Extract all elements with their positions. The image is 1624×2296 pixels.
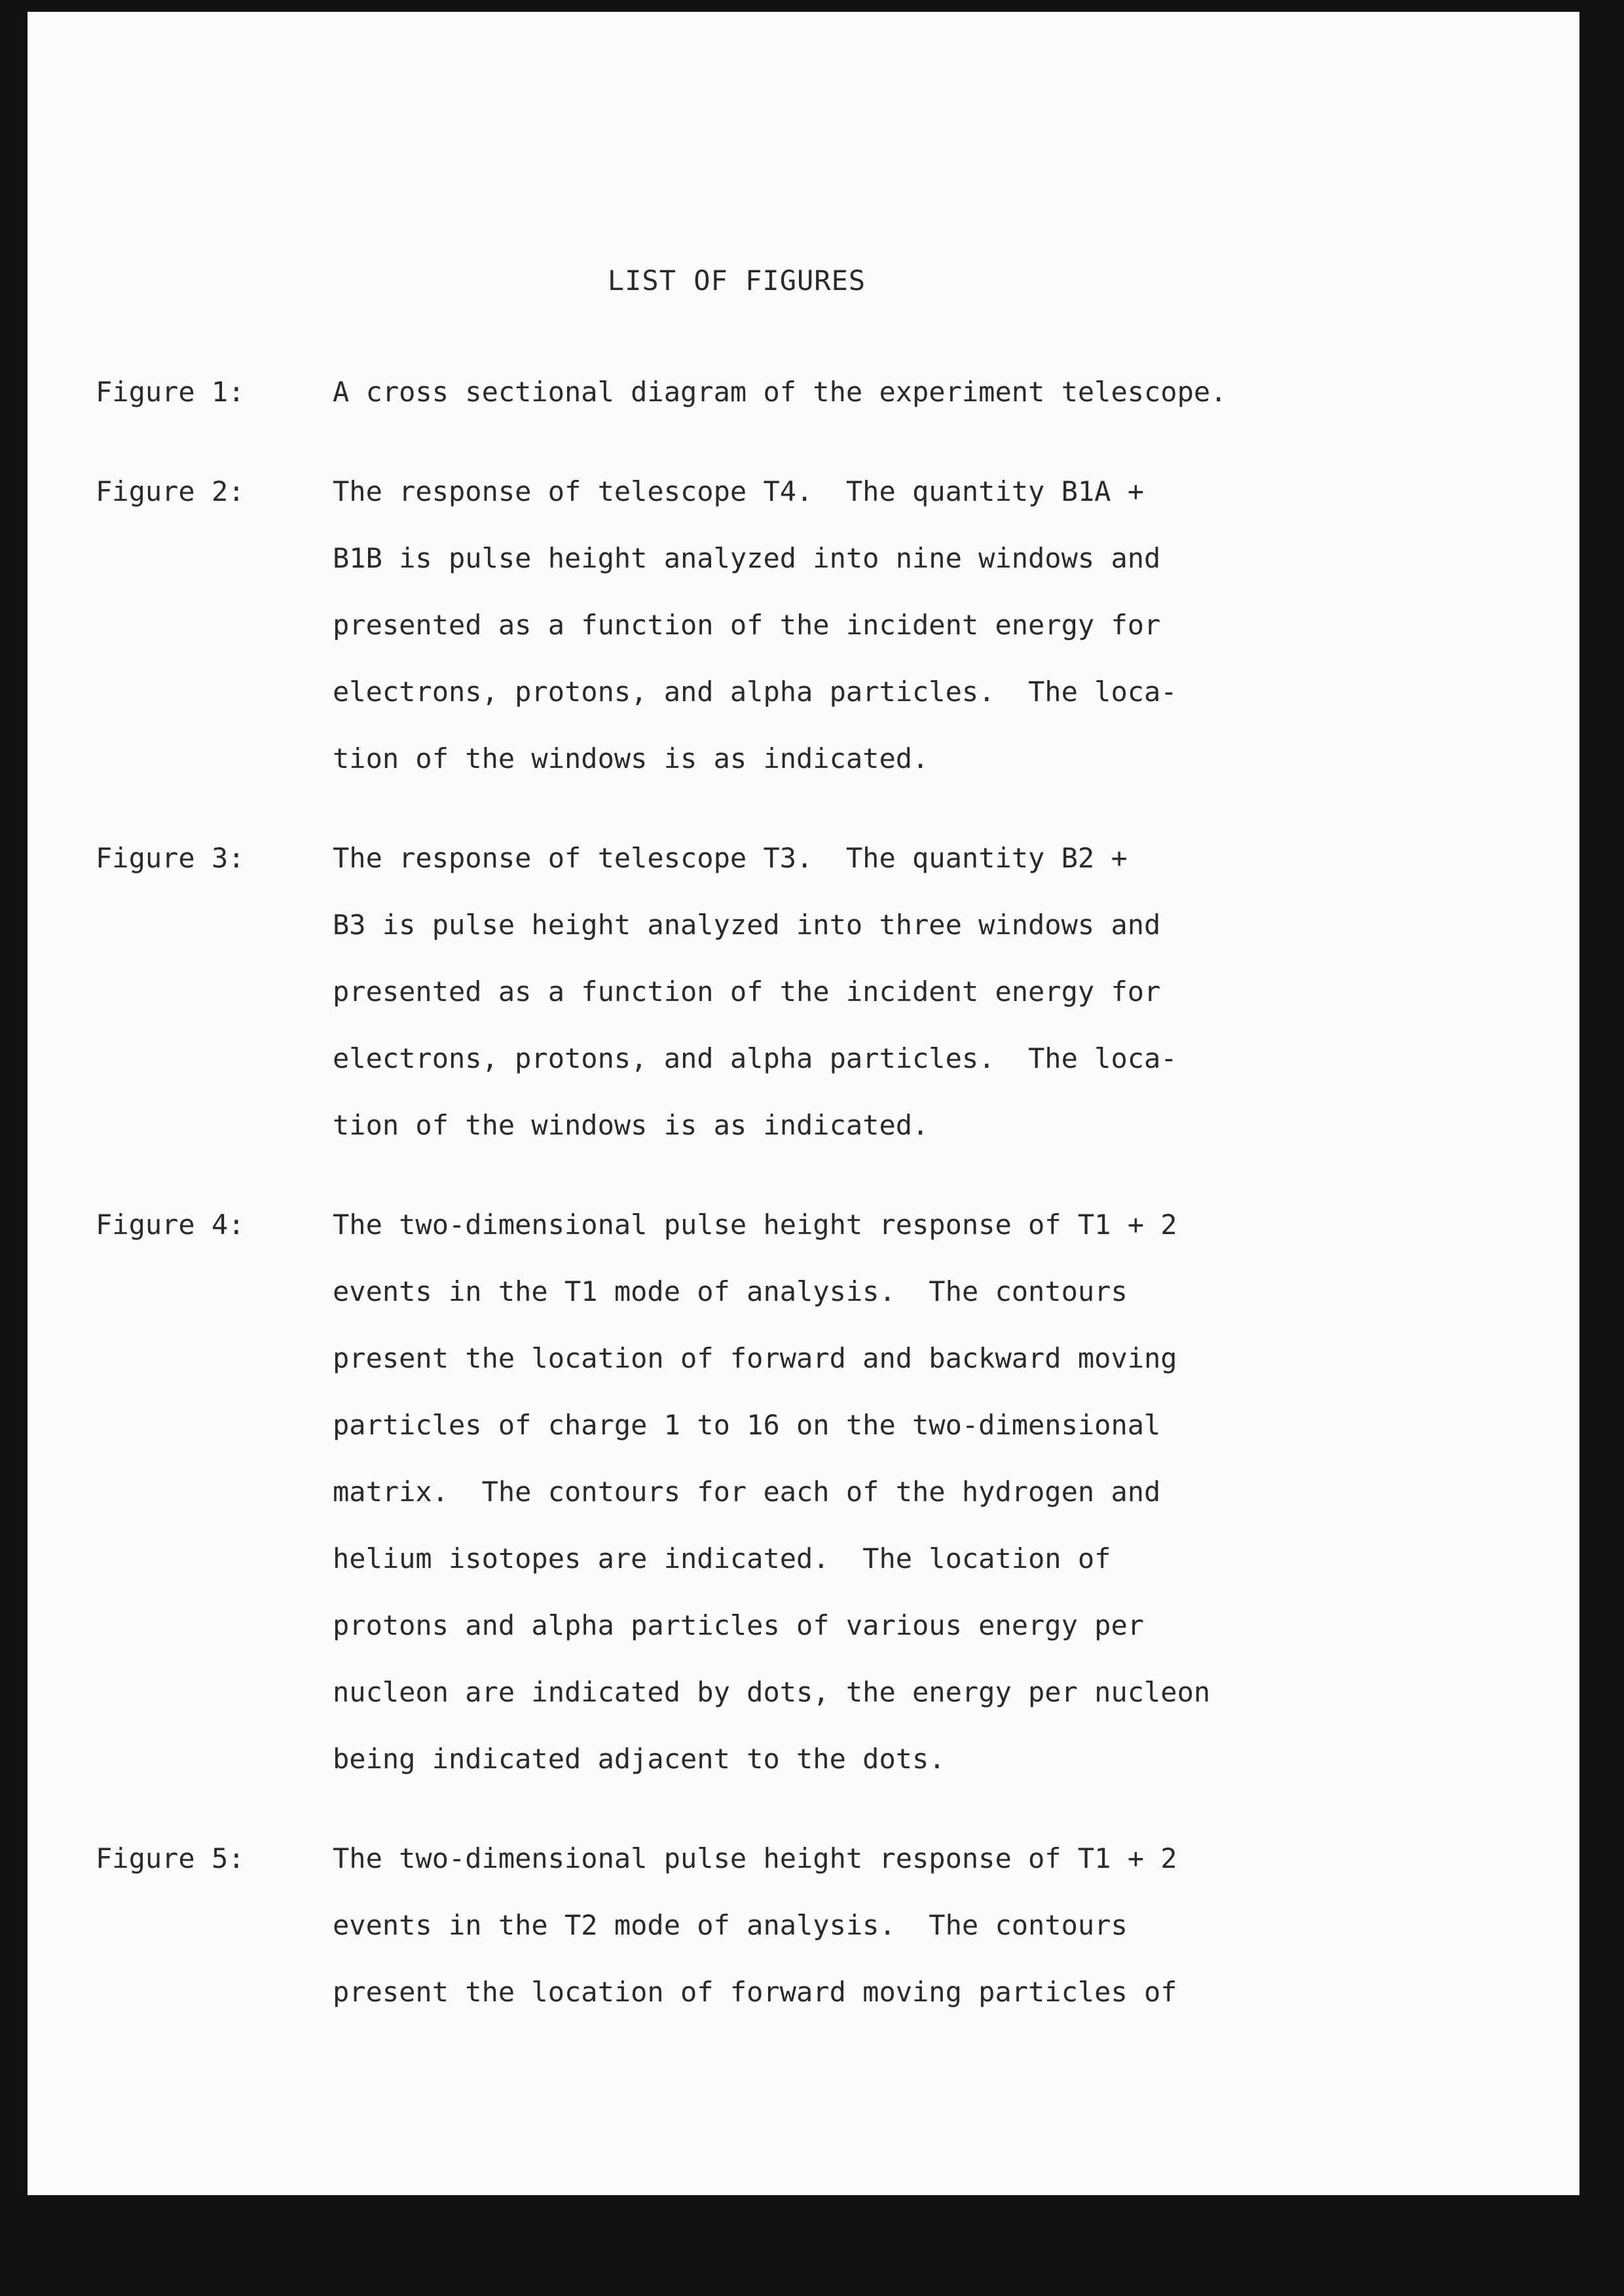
- caption-line: B3 is pulse height analyzed into three windows and: [333, 909, 1161, 941]
- caption-line: present the location of forward moving particles of: [333, 1976, 1177, 2008]
- caption-line: events in the T2 mode of analysis. The contours: [333, 1909, 1128, 1941]
- figure-caption: [333, 825, 1405, 1159]
- caption-line: tion of the windows is as indicated.: [333, 1109, 929, 1141]
- figure-list: [96, 359, 1405, 2058]
- caption-line: electrons, protons, and alpha particles. The loca-: [333, 1042, 1177, 1074]
- caption-line: The two-dimensional pulse height response of T1 + 2: [333, 1842, 1177, 1874]
- document-page: [28, 12, 1579, 2195]
- caption-line: The response of telescope T4. The quantity B1A +: [333, 475, 1145, 507]
- figure-label: Figure 3:: [96, 842, 245, 874]
- figure-caption: [333, 1825, 1405, 2026]
- figure-entry-3: [96, 825, 1405, 1159]
- figure-label: Figure 2:: [96, 475, 245, 507]
- caption-line: A cross sectional diagram of the experiment telescope.: [333, 376, 1227, 408]
- caption-line: tion of the windows is as indicated.: [333, 742, 929, 774]
- figure-label: Figure 1:: [96, 376, 245, 408]
- page-title: LIST OF FIGURES: [607, 264, 866, 297]
- caption-line: events in the T1 mode of analysis. The contours: [333, 1275, 1128, 1307]
- figure-caption: [333, 458, 1405, 792]
- figure-caption: [333, 359, 1405, 426]
- caption-line: B1B is pulse height analyzed into nine windows and: [333, 542, 1161, 574]
- figure-entry-4: [96, 1192, 1405, 1793]
- caption-line: The response of telescope T3. The quantity B2 +: [333, 842, 1128, 874]
- page-content: [28, 12, 1579, 2195]
- caption-line: being indicated adjacent to the dots.: [333, 1743, 946, 1775]
- figure-entry-2: [96, 458, 1405, 792]
- caption-line: present the location of forward and backward moving: [333, 1342, 1177, 1374]
- caption-line: The two-dimensional pulse height response of T1 + 2: [333, 1209, 1177, 1241]
- figure-label: Figure 4:: [96, 1209, 245, 1241]
- figure-label: Figure 5:: [96, 1842, 245, 1874]
- figure-entry-5: [96, 1825, 1405, 2026]
- caption-line: helium isotopes are indicated. The location of: [333, 1542, 1111, 1575]
- figure-caption: [333, 1192, 1405, 1793]
- caption-line: protons and alpha particles of various energy per: [333, 1609, 1145, 1641]
- figure-entry-1: [96, 359, 1405, 426]
- caption-line: presented as a function of the incident energy for: [333, 975, 1161, 1008]
- caption-line: presented as a function of the incident energy for: [333, 609, 1161, 641]
- caption-line: nucleon are indicated by dots, the energy per nucleon: [333, 1676, 1211, 1708]
- caption-line: electrons, protons, and alpha particles. The loca-: [333, 676, 1177, 708]
- caption-line: matrix. The contours for each of the hydrogen and: [333, 1476, 1161, 1508]
- caption-line: particles of charge 1 to 16 on the two-dimensional: [333, 1409, 1161, 1441]
